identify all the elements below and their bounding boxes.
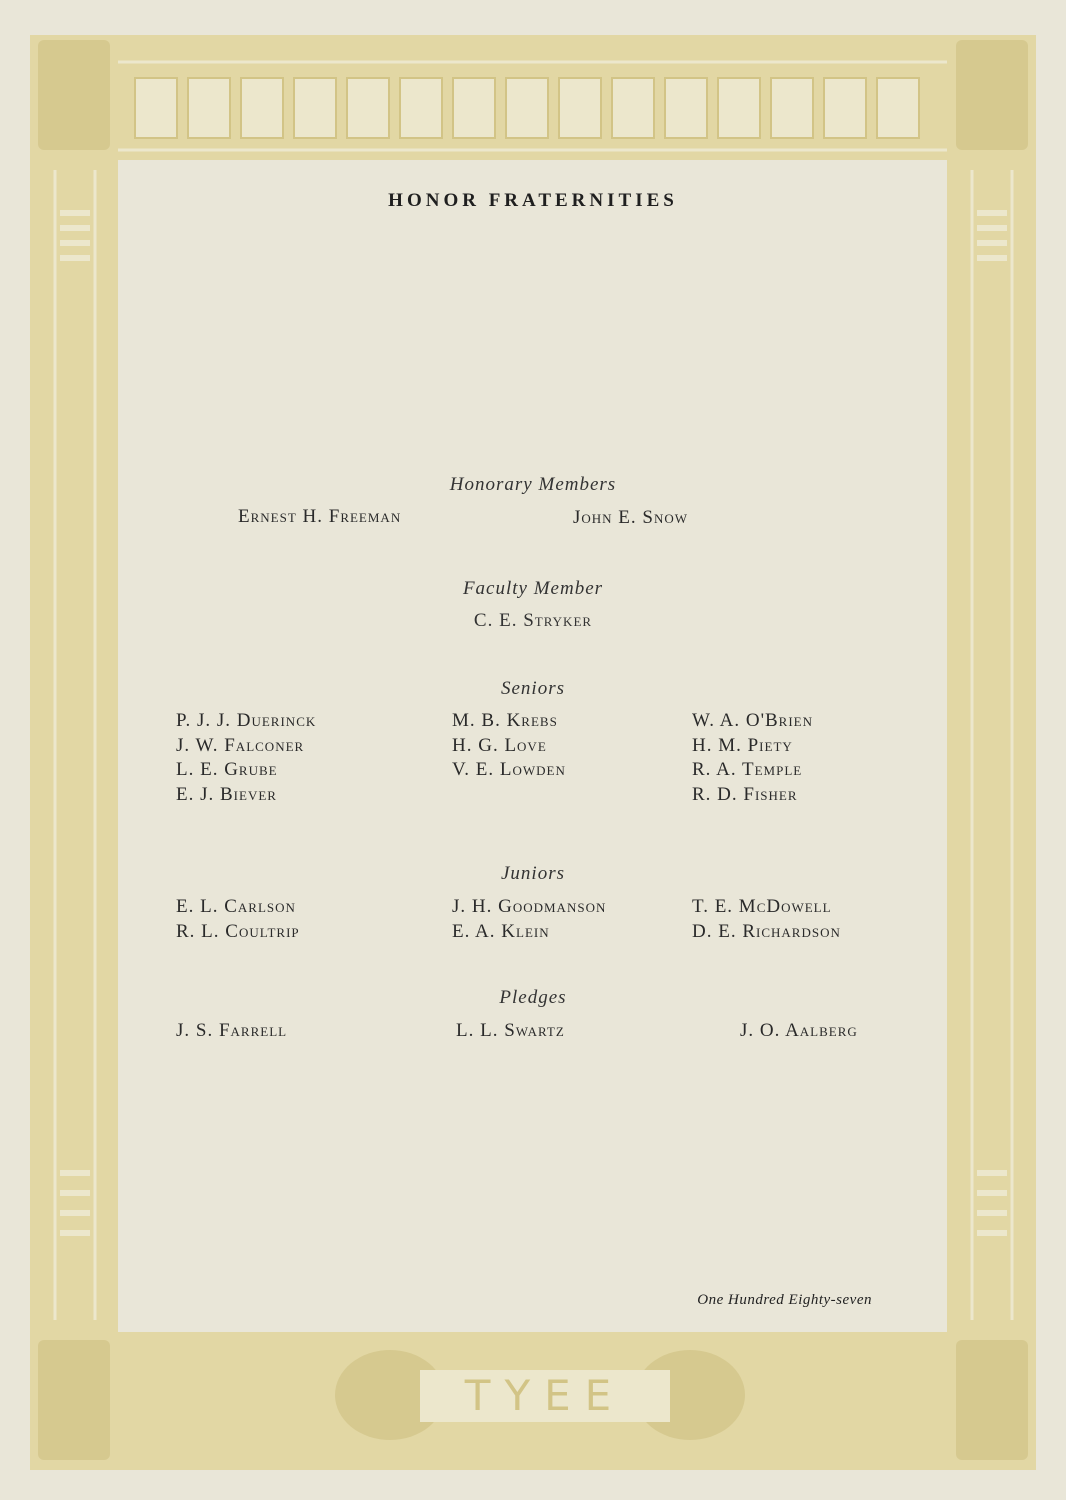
juniors-column-2 xyxy=(452,895,606,944)
senior-member: R. A. Temple xyxy=(692,759,803,780)
senior-member: E. J. Biever xyxy=(176,783,277,805)
page-title: HONOR FRATERNITIES xyxy=(388,190,678,211)
honorary-member: John E. Snow xyxy=(573,507,689,528)
senior-member: H. M. Piety xyxy=(692,734,793,756)
juniors-column-1 xyxy=(176,895,300,944)
page-number: One Hundred Eighty-seven xyxy=(697,1292,872,1308)
juniors-heading: Juniors xyxy=(501,863,565,884)
banner-text: TYEE xyxy=(464,1371,626,1420)
junior-member: R. L. Coultrip xyxy=(176,920,300,942)
pledge-member: L. L. Swartz xyxy=(456,1020,565,1041)
pledges-heading: Pledges xyxy=(499,987,567,1008)
seniors-heading: Seniors xyxy=(501,678,565,699)
senior-member: L. E. Grube xyxy=(176,759,278,780)
juniors-column-3 xyxy=(692,895,841,944)
seniors-column-1 xyxy=(176,709,316,807)
senior-member: W. A. O'Brien xyxy=(692,710,814,731)
faculty-heading: Faculty Member xyxy=(462,578,604,599)
senior-member: J. W. Falconer xyxy=(176,734,305,756)
senior-member: P. J. J. Duerinck xyxy=(176,710,317,731)
junior-member: E. L. Carlson xyxy=(176,896,296,917)
seniors-column-2 xyxy=(452,709,566,783)
senior-member: R. D. Fisher xyxy=(692,783,798,805)
honorary-member: Ernest H. Freeman xyxy=(238,506,402,527)
senior-member: M. B. Krebs xyxy=(452,710,558,731)
pledge-member: J. S. Farrell xyxy=(176,1020,288,1041)
pledge-member: J. O. Aalberg xyxy=(740,1020,858,1041)
junior-member: D. E. Richardson xyxy=(692,920,841,942)
junior-member: T. E. McDowell xyxy=(692,896,832,917)
junior-member: E. A. Klein xyxy=(452,920,550,942)
senior-member: H. G. Love xyxy=(452,734,547,756)
senior-member: V. E. Lowden xyxy=(452,759,566,780)
honorary-heading: Honorary Members xyxy=(449,474,617,495)
junior-member: J. H. Goodmanson xyxy=(452,896,607,917)
faculty-member: C. E. Stryker xyxy=(473,610,593,631)
seniors-column-3 xyxy=(692,709,813,807)
